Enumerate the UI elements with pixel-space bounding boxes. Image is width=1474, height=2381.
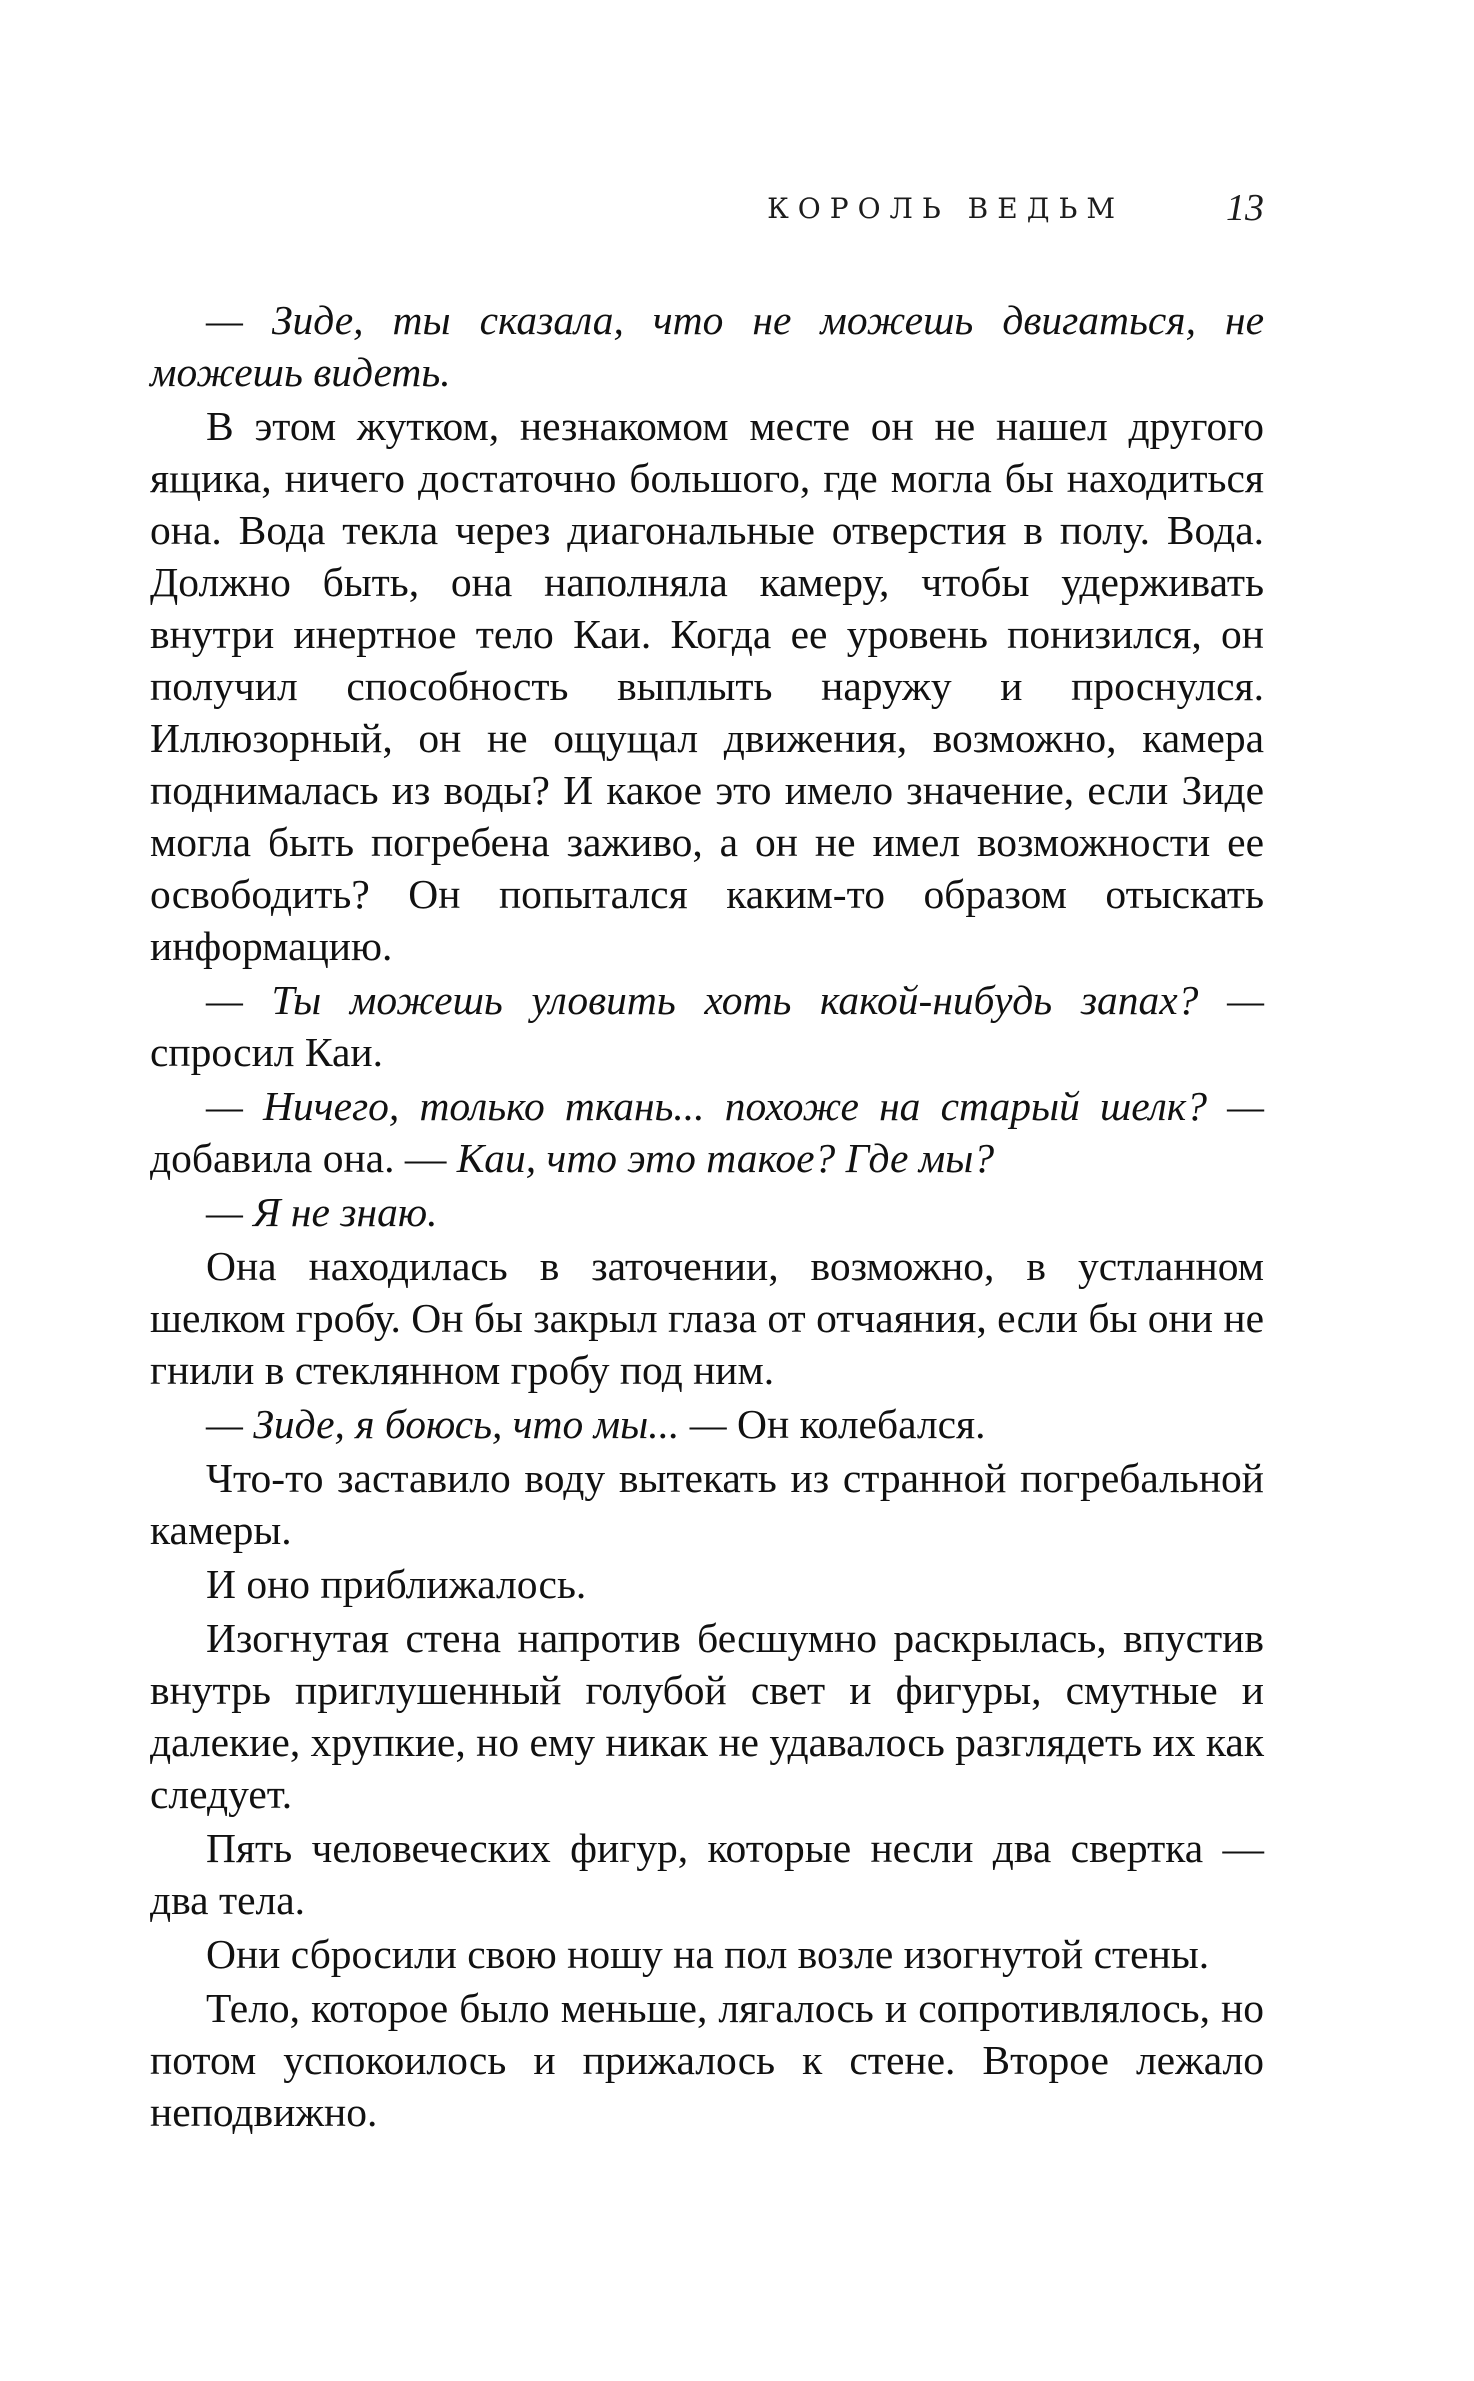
text-run: спросил Каи. — [150, 1029, 384, 1075]
paragraph — [150, 1822, 1264, 1926]
italic-text: — Я не знаю. — [206, 1189, 438, 1235]
italic-text: — Зиде, я боюсь, что мы... — — [206, 1401, 727, 1447]
paragraph — [150, 294, 1264, 398]
text-run: Что-то заставило воду вытекать из странной погребальной камеры. — [150, 1455, 1264, 1553]
paragraph — [150, 400, 1264, 972]
text-run: Он колебался. — [726, 1401, 986, 1447]
text-run: Изогнутая стена напротив бесшумно раскрылась, впустив внутрь приглушенный голубой свет и фигуры, смутные и далекие, хрупкие, но ему никак не удавалось разглядеть их как следует. — [150, 1615, 1264, 1817]
text-run: И оно приближалось. — [206, 1561, 587, 1607]
italic-text: — Ничего, только ткань... похоже на старый шелк? — — [206, 1083, 1264, 1129]
paragraph — [150, 1928, 1264, 1980]
page-number: 13 — [1226, 187, 1264, 229]
italic-text: — Зиде, ты сказала, что не можешь двигаться, не можешь видеть. — [150, 297, 1264, 395]
paragraph — [150, 974, 1264, 1078]
paragraph — [150, 1398, 1264, 1450]
body-text — [150, 294, 1264, 2140]
text-run: В этом жутком, незнакомом месте он не нашел другого ящика, ничего достаточно большого, где могла бы находиться она. Вода текла через диагональные отверстия в полу. Вода. Должно быть, она наполняла камеру, чтобы удерживать внутри инертное тело Каи. Когда ее уровень понизился, он получил способность выплыть наружу и проснулся. Иллюзорный, он не ощущал движения, возможно, камера поднималась из воды? И какое это имело значение, если Зиде могла быть погребена заживо, а он не имел возможности ее освободить? Он попытался каким-то образом отыскать информацию. — [150, 403, 1264, 969]
italic-text: — Ты можешь уловить хоть какой-нибудь запах? — — [206, 977, 1264, 1023]
text-run: добавила она. — — [150, 1135, 457, 1181]
text-run: Пять человеческих фигур, которые несли два свертка — два тела. — [150, 1825, 1264, 1923]
paragraph — [150, 1558, 1264, 1610]
paragraph — [150, 1240, 1264, 1396]
paragraph — [150, 1186, 1264, 1238]
italic-text: Каи, что это такое? Где мы? — [456, 1135, 995, 1181]
paragraph — [150, 1452, 1264, 1556]
running-title: КОРОЛЬ ВЕДЬМ — [767, 192, 1124, 225]
paragraph — [150, 1080, 1264, 1184]
text-run: Они сбросили свою ношу на пол возле изогнутой стены. — [206, 1931, 1210, 1977]
text-run: Она находилась в заточении, возможно, в устланном шелком гробу. Он бы закрыл глаза от отчаяния, если бы они не гнили в стеклянном гробу под ним. — [150, 1243, 1264, 1393]
paragraph — [150, 1612, 1264, 1820]
paragraph — [150, 1982, 1264, 2138]
text-run: Тело, которое было меньше, лягалось и сопротивлялось, но потом успокоилось и прижалось к стене. Второе лежало неподвижно. — [150, 1985, 1264, 2135]
page-header — [150, 186, 1264, 246]
